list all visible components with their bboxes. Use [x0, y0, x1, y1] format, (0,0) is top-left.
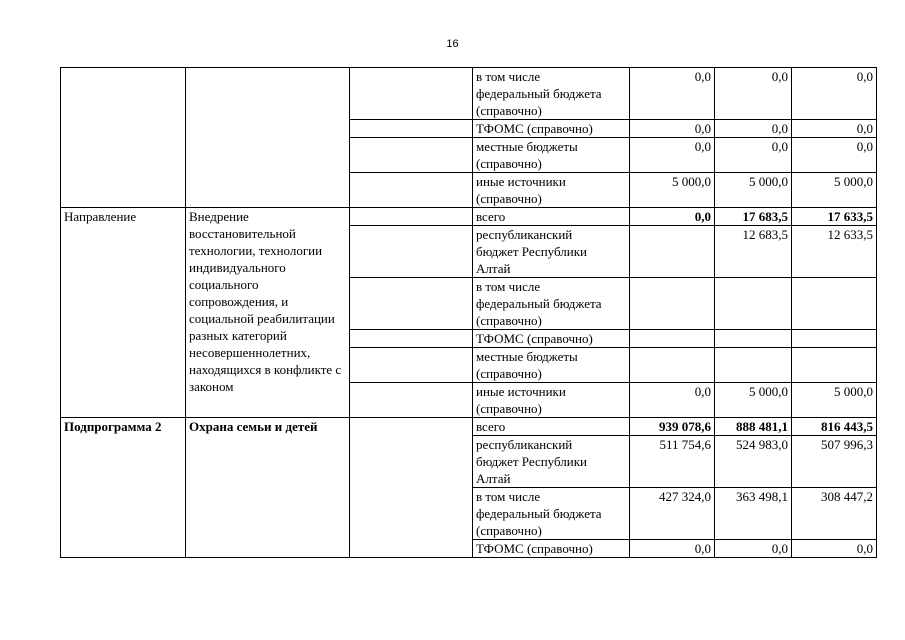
- value-cell: 0,0: [715, 540, 792, 558]
- subprogram-name-cell: Охрана семьи и детей: [186, 418, 350, 558]
- value-cell: 939 078,6: [630, 418, 715, 436]
- subprogram-type-cell: Подпрограмма 2: [61, 418, 186, 558]
- value-cell: [715, 278, 792, 330]
- source-cell: ТФОМС (справочно): [473, 330, 630, 348]
- source-cell: всего: [473, 418, 630, 436]
- value-cell: [715, 330, 792, 348]
- value-cell: 524 983,0: [715, 436, 792, 488]
- source-cell: республиканский бюджет Республики Алтай: [473, 226, 630, 278]
- empty-cell: [350, 173, 473, 208]
- empty-cell: [350, 138, 473, 173]
- value-cell: 427 324,0: [630, 488, 715, 540]
- direction-name-cell: Внедрение восстановительной технологии, технологии индивидуального социального сопровождения, и социальной реабилитации разных категорий несовершеннолетних, находящихся в конфликте с законом: [186, 208, 350, 418]
- empty-cell: [350, 120, 473, 138]
- source-cell: в том числе федеральный бюджета (справочно): [473, 278, 630, 330]
- empty-cell: [61, 68, 186, 208]
- value-cell: 0,0: [630, 68, 715, 120]
- value-cell: 0,0: [792, 540, 877, 558]
- value-cell: [630, 348, 715, 383]
- value-cell: 5 000,0: [715, 383, 792, 418]
- value-cell: [792, 348, 877, 383]
- empty-cell: [350, 330, 473, 348]
- empty-cell: [350, 383, 473, 418]
- source-cell: в том числе федеральный бюджета (справочно): [473, 488, 630, 540]
- table-row: [61, 418, 877, 436]
- value-cell: 507 996,3: [792, 436, 877, 488]
- budget-table: [60, 67, 877, 558]
- page-number: 16: [446, 38, 459, 50]
- value-cell: 0,0: [792, 68, 877, 120]
- source-cell: ТФОМС (справочно): [473, 540, 630, 558]
- empty-cell: [350, 208, 473, 226]
- empty-cell: [350, 68, 473, 120]
- value-cell: 888 481,1: [715, 418, 792, 436]
- source-cell: иные источники (справочно): [473, 173, 630, 208]
- empty-cell: [350, 278, 473, 330]
- value-cell: 5 000,0: [630, 173, 715, 208]
- value-cell: [792, 278, 877, 330]
- value-cell: 17 633,5: [792, 208, 877, 226]
- value-cell: 0,0: [630, 138, 715, 173]
- source-cell: в том числе федеральный бюджета (справочно): [473, 68, 630, 120]
- source-cell: всего: [473, 208, 630, 226]
- direction-type-cell: Направление: [61, 208, 186, 418]
- value-cell: 17 683,5: [715, 208, 792, 226]
- value-cell: 308 447,2: [792, 488, 877, 540]
- source-cell: местные бюджеты (справочно): [473, 348, 630, 383]
- empty-cell: [186, 68, 350, 208]
- empty-cell: [350, 226, 473, 278]
- value-cell: 0,0: [792, 120, 877, 138]
- value-cell: 5 000,0: [715, 173, 792, 208]
- value-cell: [630, 330, 715, 348]
- value-cell: 0,0: [715, 120, 792, 138]
- value-cell: 0,0: [715, 138, 792, 173]
- value-cell: [715, 348, 792, 383]
- empty-cell: [350, 418, 473, 558]
- value-cell: [630, 278, 715, 330]
- value-cell: [630, 226, 715, 278]
- value-cell: 363 498,1: [715, 488, 792, 540]
- source-cell: ТФОМС (справочно): [473, 120, 630, 138]
- value-cell: 0,0: [630, 383, 715, 418]
- source-cell: местные бюджеты (справочно): [473, 138, 630, 173]
- source-cell: республиканский бюджет Республики Алтай: [473, 436, 630, 488]
- value-cell: 12 683,5: [715, 226, 792, 278]
- value-cell: 5 000,0: [792, 383, 877, 418]
- source-cell: иные источники (справочно): [473, 383, 630, 418]
- table-row: [61, 208, 877, 226]
- value-cell: 0,0: [792, 138, 877, 173]
- value-cell: 0,0: [630, 120, 715, 138]
- value-cell: 0,0: [715, 68, 792, 120]
- empty-cell: [350, 348, 473, 383]
- value-cell: 816 443,5: [792, 418, 877, 436]
- value-cell: 0,0: [630, 540, 715, 558]
- value-cell: 0,0: [630, 208, 715, 226]
- value-cell: 5 000,0: [792, 173, 877, 208]
- value-cell: [792, 330, 877, 348]
- table-row: [61, 68, 877, 120]
- value-cell: 511 754,6: [630, 436, 715, 488]
- value-cell: 12 633,5: [792, 226, 877, 278]
